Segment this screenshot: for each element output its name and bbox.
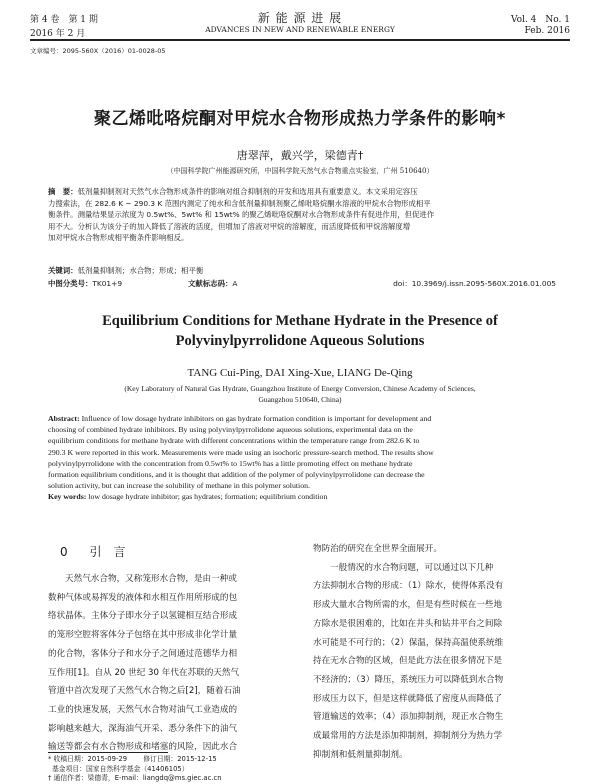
doc-code-label: 文献标志码： (188, 279, 233, 288)
header-rule (30, 39, 570, 41)
abstract-en-line: equilibrium conditions for methane hydrate with different concentrations within the temperature range from 282.6 K to (48, 436, 420, 446)
journal-date-en: Feb. 2016 (524, 26, 570, 36)
keywords-en-label: Key words: (48, 492, 87, 502)
clc-label: 中图分类号： (48, 279, 93, 288)
abstract-cn-line: 加对甲烷水合物形成相平衡条件影响相反。 (48, 233, 189, 242)
body-line: 一般情况的水合物问题，可以通过以下几种 (330, 562, 494, 573)
journal-name-en: ADVANCES IN NEW AND RENEWABLE ENERGY (205, 25, 395, 34)
abstract-cn-line: 低剂量抑制剂对天然气水合物形成条件的影响对组合抑制剂的开发和选用具有重要意义。本文采用定容压 (77, 187, 418, 196)
title-en-line2: Polyvinylpyrrolidone Aqueous Solutions (175, 333, 425, 349)
keywords-cn (48, 265, 203, 276)
article-number: 文章编号：2095-560X（2016）01-0028-05 (30, 47, 166, 55)
received-label: * 收稿日期： (48, 755, 88, 763)
body-line: 输送等都会有水合物形成和堵塞的风险，因此水合 (48, 742, 238, 753)
body-line: 持在无水合物的区域，但是此方法在很多情况下是 (313, 656, 503, 667)
abstract-en-line: choosing of combined hydrate inhibitors. By using polyvinylpyrrolidone aqueous solutions, experimental data on the (48, 425, 413, 435)
body-line: 互作用[1]。自从 20 世纪 30 年代在苏联的天然气 (48, 667, 240, 678)
body-line: 影响越来越大，深海油气开采、悉分条件下的油气 (48, 723, 238, 734)
keywords-en-text: low dosage hydrate inhibitor; gas hydrates; formation; equilibrium condition (88, 492, 328, 502)
body-line: 管道输送的效率；（4）添加抑制剂，现正水合物生 (313, 712, 504, 723)
abstract-en-line: polyvinylpyrrolidone with the concentration from 0.5wt% to 15wt% has a little promoting effect on methane hydrate (48, 458, 413, 468)
journal-volume: 第 4 卷 第 1 期 (30, 15, 98, 25)
corr-label: † 通信作者： (48, 774, 88, 782)
clc-number (48, 278, 122, 289)
doc-code-value: A (232, 279, 238, 288)
revised-date: 2015-12-15 (177, 755, 217, 763)
body-line: 方法抑制水合物的形成：（1）除水，使得体系没有 (313, 581, 504, 592)
footnote-rule (48, 752, 168, 753)
clc-value: TK01+9 (92, 279, 123, 288)
abstract-en-line: formation equilibrium conditions, and it is thought that addition of the polymer of polyvinylpyrrolidone can decrease the (48, 470, 425, 480)
abstract-cn-line: 力搜索法，在 282.6 K ~ 290.3 K 范围内测定了纯水和含低剂量抑制剂聚乙烯吡咯烷酮水溶液的甲烷水合物形成相平 (48, 198, 431, 208)
body-left-column (48, 570, 298, 757)
body-line: 工业的快速发展，天然气水合物对油气工业造成的 (48, 704, 238, 715)
corr-text: 梁德青，E-mail：liangdq@ms.giec.ac.cn (87, 774, 222, 782)
body-line: 形成压力以下，但是这样就降低了密度从而降低了 (313, 693, 503, 704)
section-heading (60, 543, 125, 560)
journal-name: 新 能 源 进 展 (257, 11, 343, 25)
body-line: 抑制剂和低剂量抑制剂。 (313, 749, 408, 760)
title-en-line1: Equilibrium Conditions for Methane Hydrate in the Presence of (102, 313, 498, 329)
section-title: 引 言 (89, 545, 126, 559)
body-line: 的笼形空腔将客体分子包络在其中形成非化学计量 (48, 630, 238, 641)
affiliation-en-line1: (Key Laboratory of Natural Gas Hydrate, Guangzhou Institute of Energy Conversion, Chinese Academy of Sciences, (124, 384, 476, 393)
section-number: 0 (60, 545, 68, 559)
body-line: 管道中首次发现了天然气水合物之后[2]，随着石油 (48, 686, 241, 697)
abstract-en-line: solution activity, but can increase the solubility of methane in this polymer solution. (48, 481, 310, 491)
footnote-corresponding (48, 773, 222, 783)
abstract-cn-line: 衡条件。测量结果显示浓度为 0.5wt%、5wt% 和 15wt% 的聚乙烯吡咯烷酮对水合物形成条件有促进作用，但促进作 (48, 210, 435, 219)
authors-cn: 唐翠萍，戴兴学，梁德青† (236, 149, 364, 162)
doi: doi：10.3969/j.issn.2095-560X.2016.01.005 (393, 279, 556, 288)
journal-date: 2016 年 2 月 (30, 29, 86, 39)
abstract-cn-label: 摘 要： (48, 187, 78, 196)
keywords-cn-label: 关键词： (48, 266, 78, 275)
title-cn: 聚乙烯吡咯烷酮对甲烷水合物形成热力学条件的影响* (94, 109, 506, 129)
abstract-en-line: 290.3 K were reported in this work. Measurements were made using an isochoric pressure-search method. The results show (48, 447, 434, 457)
body-line: 数种气体或易挥发的液体和水相互作用所形成的包 (48, 592, 238, 603)
body-line: 不经济的；（3）降压，系统压力可以降低到水合物 (313, 674, 504, 685)
body-line: 物防治的研究在全世界全面展开。 (313, 544, 442, 554)
body-line: 成最常用的方法是添加抑制剂，抑制剂分为热力学 (313, 731, 503, 742)
fund-text: 国家自然科学基金（41406105） (85, 765, 189, 773)
body-line: 水可能是不可行的；（2）保温，保持高温使系统维 (313, 637, 504, 648)
body-line: 天然气水合物，又称笼形水合物，是由一种或 (65, 574, 237, 584)
authors-en: TANG Cui-Ping, DAI Xing-Xue, LIANG De-Qing (187, 367, 413, 379)
footnote-dates (48, 754, 217, 764)
abstract-en-label: Abstract: (48, 414, 80, 423)
document-code (188, 278, 237, 289)
body-line: 的化合物，客体分子和水分子之间通过范德华力相 (48, 648, 238, 659)
fund-label: 基金项目： (52, 765, 86, 773)
body-line: 络状晶体。主体分子即水分子以氢键相互结合形成 (48, 611, 238, 622)
affiliation-cn: （中国科学院广州能源研究所，中国科学院天然气水合物重点实验室，广州 510640） (166, 167, 434, 175)
journal-volume-en: Vol. 4 No. 1 (510, 15, 570, 25)
received-date: 2015-09-29 (87, 755, 128, 763)
body-line: 方除水是很困难的，比如在井头和钻井平台之间除 (313, 618, 503, 629)
body-line: 形成大量水合物所需的水，但是有些时候在一些地 (313, 600, 503, 611)
keywords-cn-text: 低剂量抑制剂；水合物；形成；相平衡 (77, 266, 204, 275)
abstract-cn-line: 用不大。分析认为该分子的加入降低了溶液的活度，但增加了溶液对甲烷的溶解度，而活度降低和甲烷溶解度增 (48, 221, 411, 231)
abstract-en-line: Influence of low dosage hydrate inhibitors on gas hydrate formation condition is important for development and (81, 414, 432, 423)
abstract-en (48, 413, 556, 503)
affiliation-en-line2: Guangzhou 510640, China) (258, 395, 342, 404)
body-right-column (313, 540, 563, 764)
abstract-cn (48, 186, 556, 244)
revised-label: 修订日期： (143, 755, 178, 763)
